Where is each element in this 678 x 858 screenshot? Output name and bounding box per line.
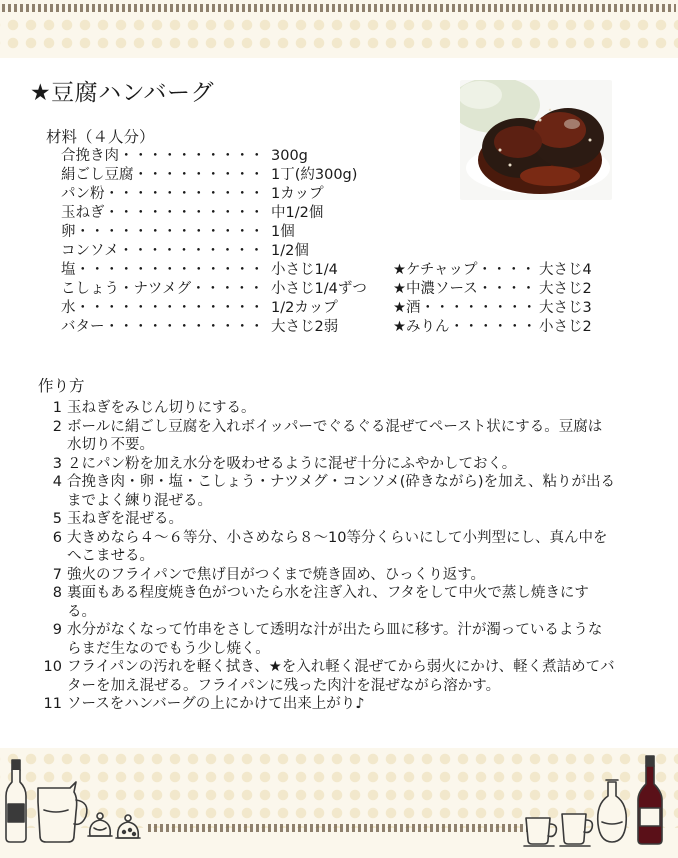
decanter-icon xyxy=(598,780,627,842)
step-text: 合挽き肉・卵・塩・こしょう・ナツメグ・コンソメ(砕きながら)を加え、粘りが出るまでよく練り混ぜる。 xyxy=(67,474,615,509)
step-number: 3 xyxy=(52,455,62,472)
step-number: 5 xyxy=(52,511,62,527)
hamburger-photo xyxy=(460,80,612,200)
step-text: 大きめなら４～６等分、小さめなら８～10等分くらいにして小判型にし、真ん中をへこませる。 xyxy=(67,529,608,564)
sauce-name: ★みりん・・・・・・ xyxy=(393,319,537,335)
ingredient-name: パン粉・・・・・・・・・・・ xyxy=(61,186,264,202)
step-item xyxy=(36,529,616,566)
step-number: 7 xyxy=(52,566,62,583)
step-number: 10 xyxy=(43,659,62,675)
step-text: フライパンの汚れを軽く拭き、★を入れ軽く混ぜてから弱火にかけ、軽く煮詰めてバターを加え混ぜる。フライパンに残った肉汁を混ぜながら溶かす。 xyxy=(67,659,615,694)
ingredient-name: コンソメ・・・・・・・・・・ xyxy=(61,243,264,259)
step-item xyxy=(36,695,616,714)
step-number: 1 xyxy=(52,400,62,416)
step-item xyxy=(36,418,616,455)
ingredient-name: 塩・・・・・・・・・・・・・ xyxy=(61,262,264,278)
step-item xyxy=(36,621,616,658)
step-number: 4 xyxy=(52,474,62,490)
sauce-amount: 大さじ3 xyxy=(539,300,592,316)
sugar-pot-icon xyxy=(116,815,140,838)
cup-icon xyxy=(560,814,592,846)
ingredient-amount: 大さじ2弱 xyxy=(271,319,339,335)
hamburger-image xyxy=(460,80,612,200)
sauce-amount: 大さじ2 xyxy=(539,281,592,297)
top-dot-pattern xyxy=(0,14,678,54)
ingredient-amount: 1/2個 xyxy=(271,243,309,259)
step-item xyxy=(36,510,616,529)
ingredient-name: 玉ねぎ・・・・・・・・・・・ xyxy=(61,205,264,221)
step-text: 玉ねぎを混ぜる。 xyxy=(67,511,183,527)
ingredient-name: 合挽き肉・・・・・・・・・・ xyxy=(61,148,264,164)
step-item xyxy=(36,584,616,621)
ingredient-amount: 300g xyxy=(271,148,308,164)
recipe-title: ★豆腐ハンバーグ xyxy=(30,80,215,106)
step-number: 2 xyxy=(52,418,62,435)
step-item xyxy=(36,455,616,474)
step-number: 6 xyxy=(52,529,62,546)
ingredient-amount: 小さじ1/4 xyxy=(271,262,338,278)
step-text: 玉ねぎをみじん切りにする。 xyxy=(67,400,256,416)
ingredient-amount: 1カップ xyxy=(271,186,324,202)
step-item xyxy=(36,399,616,418)
kitchenware-right xyxy=(520,752,678,852)
step-text: 強火のフライパンで焦げ目がつくまで焼き固め、ひっくり返す。 xyxy=(67,566,486,583)
pitcher-icon xyxy=(38,782,87,842)
step-list xyxy=(36,399,616,714)
step-item xyxy=(36,566,616,585)
bottle-icon xyxy=(6,760,26,842)
step-text: ２にパン粉を加え水分を吸わせるように混ぜ十分にふやかしておく。 xyxy=(67,455,517,472)
ingredient-amount: 1個 xyxy=(271,224,295,240)
wine-bottle-icon xyxy=(638,756,662,844)
bottom-stitch-line xyxy=(148,824,528,832)
sauce-name: ★酒・・・・・・・・ xyxy=(393,300,537,316)
step-text: 水分がなくなって竹串をさして透明な汁が出たら皿に移す。汁が濁っているようならまだ生なのでもう少し焼く。 xyxy=(67,622,603,657)
method-heading: 作り方 xyxy=(38,377,85,395)
top-stitch-line xyxy=(2,4,676,12)
sauce-amount: 大さじ4 xyxy=(539,262,592,278)
kitchenware-left xyxy=(0,752,150,852)
step-item xyxy=(36,473,616,510)
step-text: 裏面もある程度焼き色がついたら水を注ぎ入れ、フタをして中火で蒸し焼きにする。 xyxy=(67,585,589,620)
ingredient-name: 卵・・・・・・・・・・・・・ xyxy=(61,224,264,240)
cup-icon xyxy=(524,818,556,846)
ingredient-amount: 小さじ1/4ずつ xyxy=(271,281,367,297)
step-number: 11 xyxy=(43,696,62,712)
sauce-name: ★ケチャップ・・・・ xyxy=(393,262,536,278)
ingredient-amount: 1/2カップ xyxy=(271,300,338,316)
ingredient-amount: 中1/2個 xyxy=(271,205,324,221)
step-text: ソースをハンバーグの上にかけて出来上がり♪ xyxy=(67,696,365,712)
sauce-name: ★中濃ソース・・・・ xyxy=(393,281,536,297)
ingredient-amount: 1丁(約300g) xyxy=(271,167,358,183)
step-number: 9 xyxy=(52,622,62,638)
top-border xyxy=(0,0,678,58)
sauce-amount: 小さじ2 xyxy=(539,319,592,335)
step-item xyxy=(36,658,616,695)
ingredient-name: こしょう・ナツメグ・・・・・ xyxy=(61,281,264,297)
step-number: 8 xyxy=(52,585,62,601)
ingredient-name: 絹ごし豆腐・・・・・・・・・ xyxy=(61,167,264,183)
ingredient-name: バター・・・・・・・・・・・ xyxy=(61,319,264,335)
sugar-pot-icon xyxy=(88,813,112,836)
step-text: ボールに絹ごし豆腐を入れボイッパーでぐるぐる混ぜてペースト状にする。豆腐は水切り不要。 xyxy=(67,418,603,453)
ingredients-heading: 材料（４人分） xyxy=(46,128,155,146)
ingredient-name: 水・・・・・・・・・・・・・ xyxy=(61,300,264,316)
